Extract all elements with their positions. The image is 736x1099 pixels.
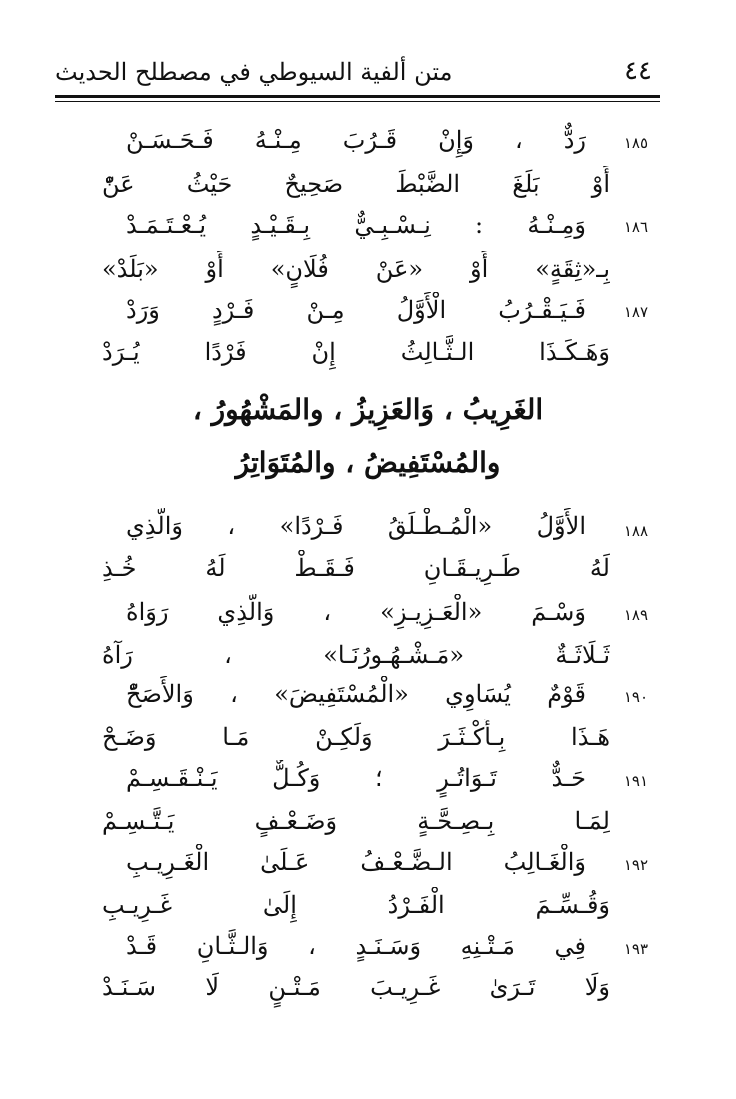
page-number: ٤٤ <box>624 56 652 86</box>
verse-second-hemistich: وَلَا تَـرَىٰ غَـرِيـبَ مَـتْـنٍ لَا سَـنَـدْ <box>102 973 610 1001</box>
verse-second-hemistich: لَهُ طَـرِيـقَـانِ فَـقَـطْ لَهُ خُـذِ <box>102 554 610 582</box>
verse-number: ١٩٢ <box>623 856 648 874</box>
verse-first-hemistich: قَوْمٌ يُسَاوِي «الْمُسْتَفِيضَ» ، وَالأَصَحّْ <box>126 680 586 708</box>
running-header <box>55 52 660 94</box>
verse-number: ١٩٣ <box>623 940 648 958</box>
verse-number: ١٨٨ <box>623 522 648 540</box>
verse-first-hemistich: وَمِـنْـهُ : نِـسْـبِـيٌّ بِـقَـيْـدٍ يُـعْـتَـمَـدْ <box>126 211 586 239</box>
header-rule-thin <box>55 101 660 102</box>
section-title-line-1: الغَرِيبُ ، وَالعَزِيزُ ، والمَشْهُورُ ، <box>192 393 544 426</box>
verse-first-hemistich: وَسْـمَ «الْعَـزِيـزِ» ، وَالَّذِي رَوَاهُ <box>126 598 586 626</box>
verse-second-hemistich: أَوْ بَلَغَ الضَّبْطَ صَحِيحٌ حَيْثُ عَنّْ <box>102 170 610 198</box>
verse-number: ١٩١ <box>623 772 648 790</box>
verse-second-hemistich: بِـ«ثِقَةٍ» أَوْ «عَنْ فُلَانٍ» أَوْ «بَلَدْ» <box>102 255 610 283</box>
verse-second-hemistich: ثَـلَاثَـةٌ «مَـشْـهُـورُنَـا» ، رَآهُ <box>102 641 610 669</box>
verse-first-hemistich: فِي مَـتْـنِهِ وَسَـنَـدٍ ، وَالـثَّـانِ قَـدْ <box>126 932 586 960</box>
verse-number: ١٩٠ <box>623 688 648 706</box>
verse-second-hemistich: لِمَـا بِـصِـحَّـةٍ وَضَـعْـفٍ يَـتَّـسِـمْ <box>102 807 610 835</box>
header-rule-thick <box>55 95 660 98</box>
verse-first-hemistich: الأَوَّلُ «الْمُـطْـلَقُ فَـرْدًا» ، وَالَّذِي <box>126 512 586 540</box>
book-title: متن ألفية السيوطي في مصطلح الحديث <box>55 58 453 86</box>
verse-second-hemistich: وَهَـكَـذَا الـثَّـالِثُ إِنْ فَرْدًا يُـرَدْ <box>102 338 610 366</box>
verse-first-hemistich: حَـدٌّ تَـوَاتُـرٍ ؛ وَكُـلٌّ يَـنْـقَـسِـمْ <box>126 764 586 792</box>
verse-second-hemistich: هَـذَا بِـأَكْـثَـرَ وَلَكِـنْ مَـا وَضَـحْ <box>102 723 610 751</box>
verse-first-hemistich: فَـيَـقْـرُبُ الْأَوَّلُ مِـنْ فَـرْدٍ وَرَدْ <box>126 296 586 324</box>
verse-first-hemistich: رَدٌّ ، وَإِنْ قَـرُبَ مِـنْـهُ فَـحَـسَـنْ <box>126 126 586 154</box>
section-title-line-2: والمُسْتَفِيضُ ، والمُتَوَاتِرُ <box>235 446 501 479</box>
verse-number: ١٨٧ <box>623 303 648 321</box>
verse-first-hemistich: وَالْغَـالِبُ الـضَّـعْـفُ عَـلَىٰ الْغَـرِيـبِ <box>126 848 586 876</box>
verse-number: ١٨٩ <box>623 606 648 624</box>
verse-number: ١٨٦ <box>623 218 648 236</box>
verse-number: ١٨٥ <box>623 134 648 152</box>
verse-second-hemistich: وَقُـسِّـمَ الْفَـرْدُ إِلَىٰ غَـرِيـبِ <box>102 891 610 919</box>
